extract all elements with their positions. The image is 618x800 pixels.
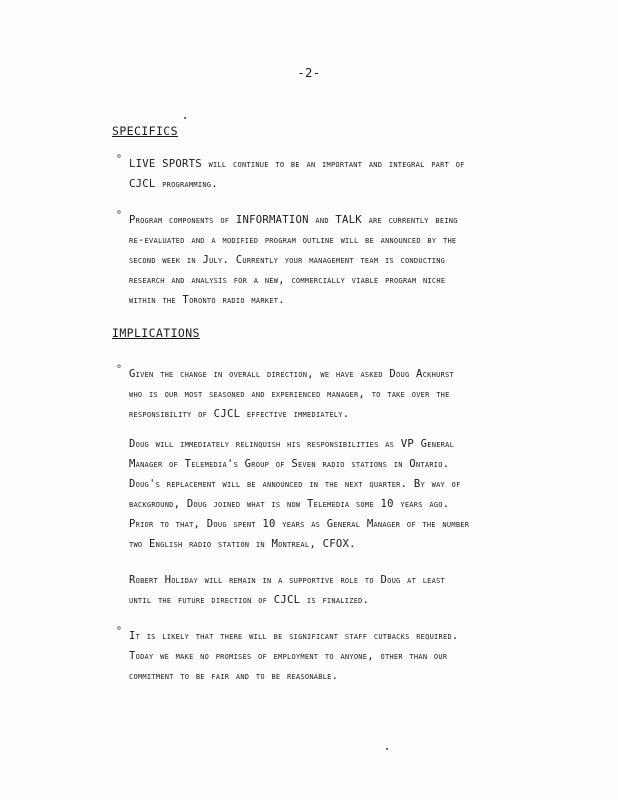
implications-paragraph-robert: Robert Holiday will remain in a supportive role to Doug at least until the future direction of CJCL is finalized.	[129, 574, 446, 606]
implications-heading: IMPLICATIONS	[112, 326, 200, 340]
bullet-marker: °	[116, 626, 123, 637]
implications-bullet-direction: Given the change in overall direction, we have asked Doug Ackhurst who is our most seasoned and experienced manager, to take over the responsibility of CJCL effective immediately.	[129, 368, 454, 420]
specifics-bullet-program-components: Program components of INFORMATION and TALK are currently being re-evaluated and a modified program outline will be announced by the second week in July. Currently your management team is conducting research and analysis for a new, commercially viable program niche within the Toronto radio market.	[129, 214, 458, 306]
bullet-marker: °	[116, 364, 123, 375]
scan-speck	[386, 748, 388, 750]
bullet-marker: °	[116, 210, 123, 221]
page-number: -2-	[297, 66, 321, 80]
specifics-bullet-live-sports: LIVE SPORTS will continue to be an important and integral part of CJCL programming.	[129, 158, 465, 190]
implications-bullet-cutbacks: It is likely that there will be significant staff cutbacks required. Today we make no promises of employment to anyone, other than our commitment to be fair and to be reasonable.	[129, 630, 459, 682]
scan-speck	[184, 117, 186, 119]
specifics-heading: SPECIFICS	[112, 124, 178, 138]
implications-paragraph-doug: Doug will immediately relinquish his responsibilities as VP General Manager of Telemedia's Group of Seven radio stations in Ontario. Doug's replacement will be announced in the next quarter. By way of background, Doug joined what is now Telemedia some 10 years ago. Prior to that, Doug spent 10 years as General Manager of the number two English radio station in Montreal, CFOX.	[129, 438, 470, 550]
bullet-marker: °	[116, 154, 123, 165]
